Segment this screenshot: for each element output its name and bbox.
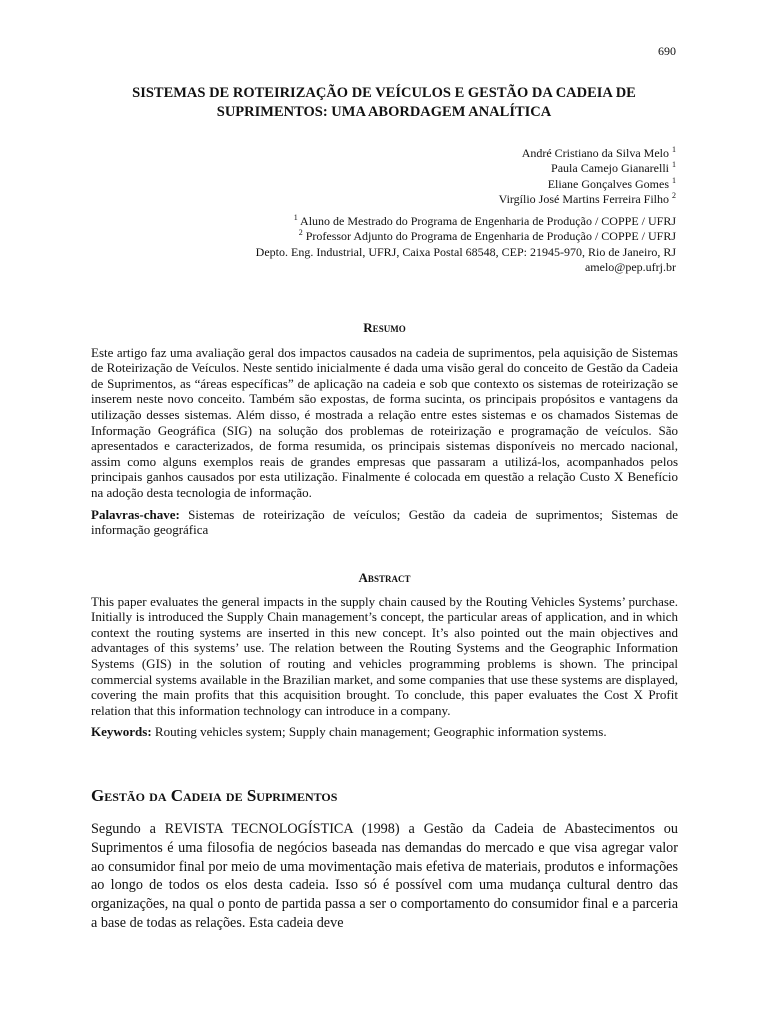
affiliation-text: Professor Adjunto do Programa de Engenharia de Produção / COPPE / UFRJ	[305, 229, 676, 244]
affiliation-mark: 1	[293, 213, 298, 222]
page-number: 690	[658, 44, 676, 58]
author-affiliation-mark: 1	[672, 175, 676, 185]
keywords-label: Keywords:	[91, 724, 152, 740]
keywords-text: Sistemas de roteirização de veículos; Gestão da cadeia de suprimentos; Sistemas de informação geográfica	[91, 506, 679, 538]
abstract-keywords	[91, 724, 678, 740]
author-name: Virgílio José Martins Ferreira Filho	[498, 191, 669, 206]
author-name: André Cristiano da Silva Melo	[521, 146, 669, 160]
address: Depto. Eng. Industrial, UFRJ, Caixa Postal 68548, CEP: 21945-970, Rio de Janeiro, RJ	[255, 244, 676, 259]
author-name: Eliane Gonçalves Gomes	[547, 176, 669, 191]
affiliation-text: Aluno de Mestrado do Programa de Engenharia de Produção / COPPE / UFRJ	[300, 214, 676, 228]
affiliation-1	[156, 214, 676, 229]
author-affiliation-mark: 2	[672, 190, 676, 200]
keywords-label: Palavras-chave:	[91, 506, 180, 522]
resumo-text: Este artigo faz uma avaliação geral dos impactos causados na cadeia de suprimentos, pela aquisição de Sistemas de Roteirização de Veículos. Neste sentido inicialmente é dada uma visão geral do conceito de Gestão da Cadeia de Suprimentos, as “áreas específicas” de aplicação na cadeia e sob que contexto os sistemas de roteirização se inserem neste novo conceito. Também são expostas, de forma sucinta, os principais propósitos e vantagens da utilização desses sistemas. Além disso, é mostrada a relação entre estes sistemas e os chamados Sistemas de Informação Geográfica (SIG) na solução dos problemas de roteirização e programação de veículos. São apresentados e caracterizados, de forma resumida, os principais sistemas disponíveis no mercado nacional, assim como alguns exemplos reais de grandes empresas que passaram a utilizá-los, acompanhados pelos principais ganhos causados por esta utilização. Finalmente é colocada em questão a relação Custo X Benefício na adoção desta tecnologia de informação.	[91, 344, 678, 500]
affiliation-2	[156, 229, 676, 244]
author-affiliation-mark: 1	[672, 160, 676, 170]
abstract-text: This paper evaluates the general impacts in the supply chain caused by the Routing Vehicles Systems’ purchase. Initially is introduced the Supply Chain management’s concept, the particular areas of application, and in which context the routing systems are inserted in this new concept. It’s also pointed out the main objectives and advantages of this systems’ use. The relation between the Routing Systems and the Geographic Information Systems (GIS) in the solution of routing and vehicles programming problems is shown. The principal commercial systems available in the Brazilian market, and some companies that use these systems are displayed, covering the main profits that this acquisition brought. To conclude, this paper evaluates the Cost X Profit relation that this information technology can introduce in a company.	[91, 593, 678, 718]
email: amelo@pep.ufrj.br	[584, 259, 676, 274]
author-4	[276, 192, 676, 207]
author-1	[276, 146, 676, 161]
abstract-section	[91, 570, 678, 740]
affiliations	[156, 214, 676, 275]
section-body-text: Segundo a REVISTA TECNOLOGÍSTICA (1998) a Gestão da Cadeia de Abastecimentos ou Suprimentos é uma filosofia de negócios baseada nas demandas do mercado e que visa agregar valor ao consumidor final por meio de uma movimentação mais efetiva de materiais, produtos e informações ao longo de todos os elos desta cadeia. Isso só é possível com uma mudança cultural dentro das organizações, na qual o ponto de partida passa a ser o comportamento do consumidor final e a parceria a base de todas as relações. Esta cadeia deve	[91, 821, 678, 931]
affiliation-mark: 2	[298, 228, 303, 238]
author-name: Paula Camejo Gianarelli	[551, 161, 669, 176]
resumo-keywords	[91, 507, 678, 538]
paper-title: SISTEMAS DE ROTEIRIZAÇÃO DE VEÍCULOS E GESTÃO DA CADEIA DE SUPRIMENTOS: UMA ABORDAGEM ANALÍTICA	[132, 85, 636, 120]
author-3	[276, 177, 676, 192]
resumo-section	[91, 320, 678, 538]
abstract-heading: Abstract	[358, 570, 411, 585]
keywords-text: Routing vehicles system; Supply chain management; Geographic information systems.	[154, 724, 607, 740]
author-2	[276, 161, 676, 176]
resumo-heading: Resumo	[363, 320, 406, 335]
section-heading: Gestão da Cadeia de Suprimentos	[91, 786, 338, 805]
author-affiliation-mark: 1	[672, 145, 676, 154]
author-list	[276, 146, 676, 207]
